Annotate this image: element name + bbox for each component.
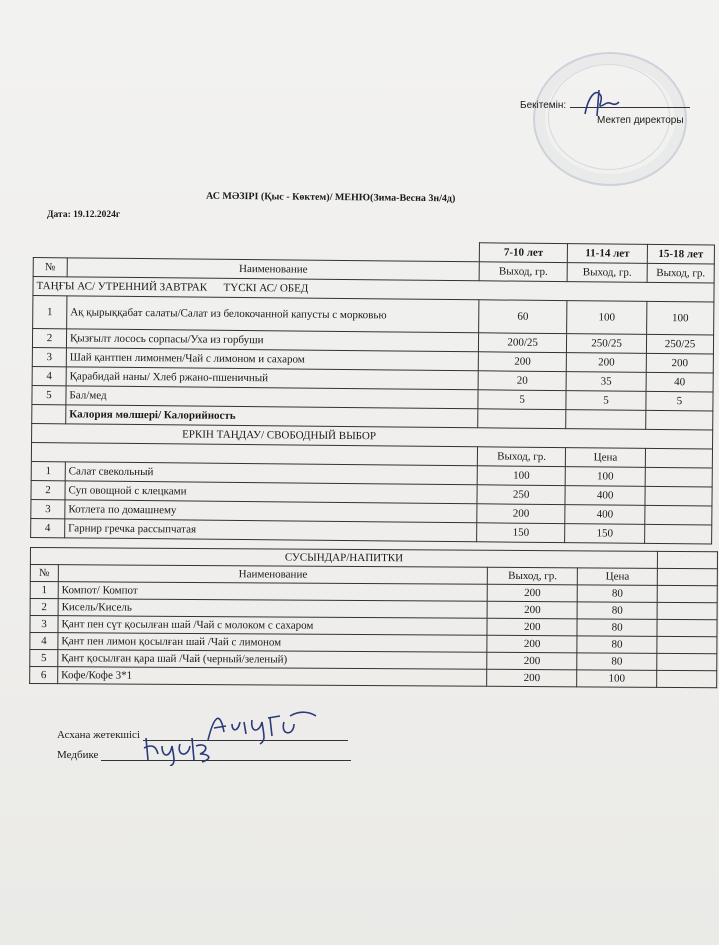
col-name: Наименование bbox=[67, 258, 479, 281]
document-title: АС МӘЗІРІ (Қыс - Көктем)/ МЕНЮ(Зима-Весна 3н/4д) bbox=[205, 190, 456, 205]
col-no: № bbox=[33, 258, 67, 277]
nurse-signature bbox=[140, 732, 220, 766]
drinks-title: СУСЫНДАР/НАПИТКИ bbox=[30, 548, 657, 569]
meal-header: ТАҢҒЫ АС/ УТРЕННИЙ ЗАВТРАК ТҮСКІ АС/ ОБЕД bbox=[33, 277, 714, 303]
free-choice-title: ЕРКІН ТАҢДАУ/ СВОБОДНЫЙ ВЫБОР bbox=[32, 423, 713, 449]
col-output-2: Выход, гр. bbox=[567, 263, 647, 283]
drinks-col-no: № bbox=[30, 565, 58, 582]
table-row: 3 Шай қантпен лимонмен/Чай с лимоном и сахаром 200 200 200 bbox=[32, 347, 713, 373]
age-group-2: 11-14 лет bbox=[567, 244, 647, 264]
table-row: 6 Кофе/Кофе 3*1 200 100 bbox=[30, 667, 717, 688]
calorie-label: Калория мөлшері/ Калорийность bbox=[66, 405, 478, 428]
kitchen-head-label: Асхана жетекшісі bbox=[57, 729, 140, 741]
table-row: 2 Кисель/Кисель 200 80 bbox=[30, 599, 717, 620]
free-choice-col-price: Цена bbox=[565, 448, 645, 468]
drinks-col-name: Наименование bbox=[58, 565, 487, 585]
nurse-label: Медбике bbox=[57, 749, 99, 761]
director-label: Мектеп директоры bbox=[597, 115, 684, 126]
table-row: 4 Гарнир гречка рассыпчатая 150 150 bbox=[31, 518, 712, 544]
table-row: 5 Қант қосылған қара шай /Чай (черный/зеленый) 200 80 bbox=[30, 650, 717, 671]
table-row: 1 Компот/ Компот 200 80 bbox=[30, 582, 717, 603]
drinks-col-price: Цена bbox=[577, 568, 657, 585]
document-date: Дата: 19.12.2024г bbox=[47, 210, 121, 220]
menu-table bbox=[30, 238, 715, 545]
table-row: 3 Котлета по домашнему 200 400 bbox=[31, 499, 712, 525]
drinks-col-output: Выход, гр. bbox=[488, 567, 578, 585]
table-row: 3 Қант пен сүт қосылған шай /Чай с молоком с сахаром 200 80 bbox=[30, 616, 717, 637]
drinks-table bbox=[29, 547, 718, 688]
table-row: 4 Қант пен лимон қосылған шай /Чай с лимоном 200 80 bbox=[30, 633, 717, 654]
table-row: 2 Қызғылт лосось сорпасы/Уха из горбуши 200/25 250/25 250/25 bbox=[32, 329, 713, 355]
age-group-3: 15-18 лет bbox=[647, 244, 714, 264]
approve-label: Бекітемін: bbox=[520, 100, 567, 111]
col-output-3: Выход, гр. bbox=[647, 263, 714, 283]
age-group-1: 7-10 лет bbox=[480, 243, 568, 263]
table-row: 4 Қарабидай наны/ Хлеб ржано-пшеничный 20 35 40 bbox=[32, 366, 713, 392]
table-row: 1 Ақ қырыққабат салаты/Салат из белокочанной капусты с морковью 60 100 100 bbox=[33, 296, 714, 336]
col-output-1: Выход, гр. bbox=[479, 262, 567, 282]
table-row: 5 Бал/мед 5 5 5 bbox=[32, 385, 713, 411]
director-signature bbox=[575, 84, 625, 120]
table-row: 2 Суп овощной с клецками 250 400 bbox=[31, 480, 712, 506]
table-row: 1 Салат свекольный 100 100 bbox=[31, 461, 712, 487]
free-choice-col-output: Выход, гр. bbox=[478, 447, 566, 467]
